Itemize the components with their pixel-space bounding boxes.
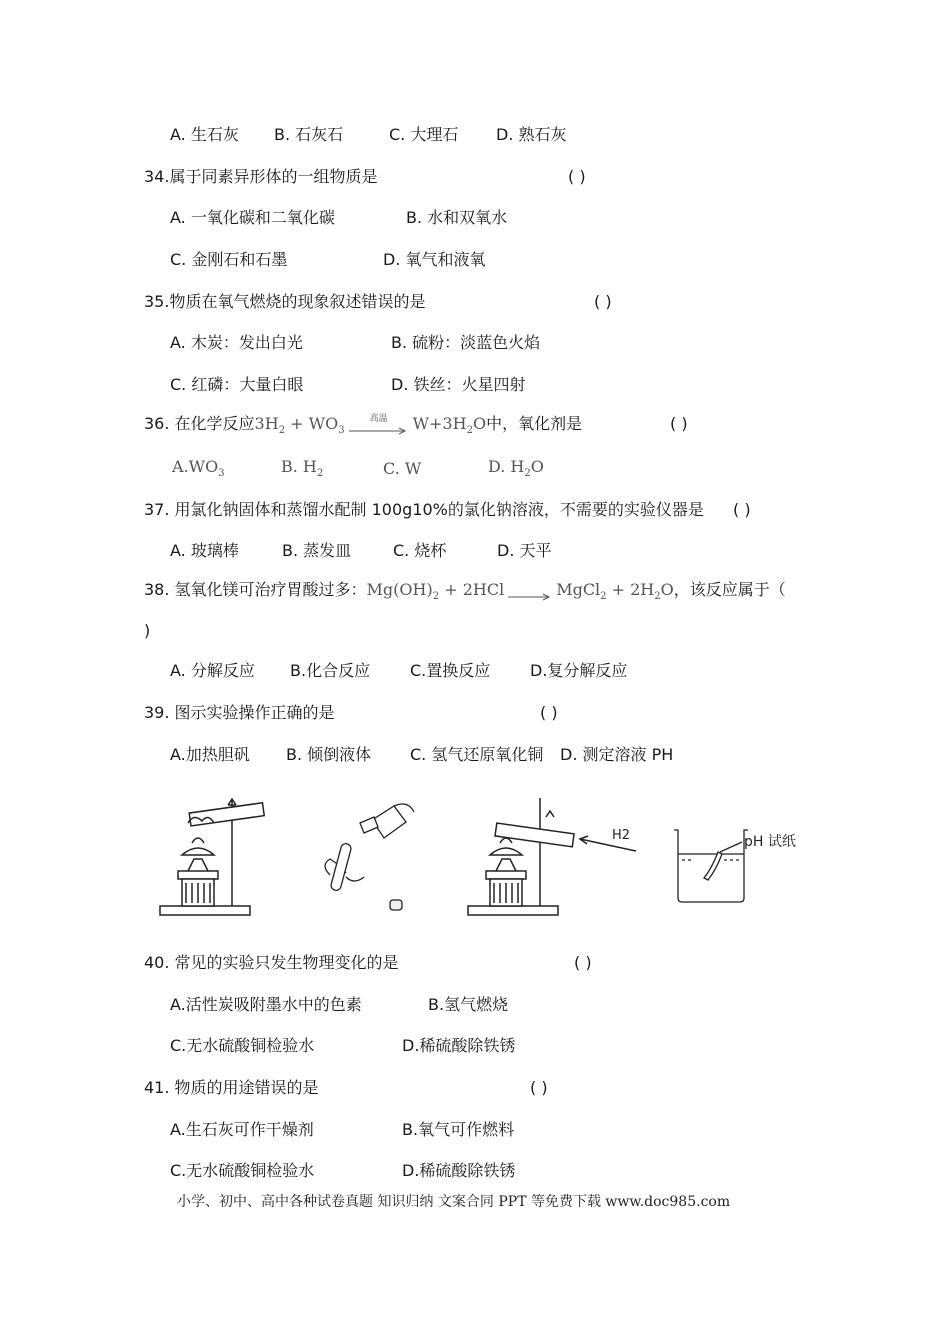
q33-option-a: A. 生石灰	[170, 125, 239, 144]
q36-answer-paren: ( )	[670, 414, 688, 433]
q39-option-c: C. 氢气还原氧化铜	[410, 745, 544, 764]
figure-ph-test	[668, 820, 808, 905]
q37-option-d: D. 天平	[497, 541, 552, 560]
q39-option-b: B. 倾倒液体	[286, 745, 372, 764]
q41-option-c: C.无水硫酸铜检验水	[170, 1161, 315, 1180]
q39-option-d: D. 测定溶液 PH	[560, 745, 674, 764]
q38-option-d: D.复分解反应	[530, 661, 628, 680]
q36-option-a: $A.WO_3$	[172, 457, 225, 480]
q36-equation: $3H_2 + WO_3$ 高温 $W+3H_2O$	[254, 413, 487, 437]
q38-option-a: A. 分解反应	[170, 661, 255, 680]
q35-option-a: A. 木炭：发出白光	[170, 333, 303, 352]
q41-option-b: B.氧气可作燃料	[402, 1120, 515, 1139]
q39-stem: 39. 图示实验操作正确的是	[144, 703, 335, 722]
q36-option-b: B. $H_2$	[281, 457, 324, 480]
q33-option-d: D. 熟石灰	[496, 125, 567, 144]
q34-option-b: B. 水和双氧水	[406, 208, 508, 227]
q35-option-b: B. 硫粉：淡蓝色火焰	[391, 333, 541, 352]
q36-option-c: C. W	[383, 459, 422, 478]
q40-option-d: D.稀硫酸除铁锈	[402, 1036, 516, 1055]
q34-answer-paren: ( )	[568, 167, 586, 186]
q36-option-d: D. $H_2O$	[488, 457, 544, 480]
q38-equation: $Mg(OH)_2 + 2HCl$ MgCl$_2$ + $2H_2O$	[366, 580, 674, 603]
q34-option-a: A. 一氧化碳和二氧化碳	[170, 208, 335, 227]
q34-option-d: D. 氧气和液氧	[383, 250, 486, 269]
q35-stem: 35.物质在氧气燃烧的现象叙述错误的是	[144, 292, 426, 311]
q40-option-a: A.活性炭吸附墨水中的色素	[170, 995, 362, 1014]
q38-stem-continuation: )	[144, 621, 151, 640]
q41-option-d: D.稀硫酸除铁锈	[402, 1161, 516, 1180]
figure-hydrogen-reduction	[466, 795, 641, 920]
q36-stem-line	[144, 413, 582, 442]
q38-stem-line	[144, 579, 786, 608]
q38-stem-suffix: ，该反应属于（	[673, 580, 786, 599]
q34-stem: 34.属于同素异形体的一组物质是	[144, 167, 378, 186]
ph-label: pH 试纸	[744, 834, 796, 850]
q36-stem-suffix: 中，氧化剂是	[486, 414, 583, 433]
q40-answer-paren: ( )	[574, 953, 592, 972]
q35-option-c: C. 红磷：大量白眼	[170, 375, 304, 394]
q40-option-c: C.无水硫酸铜检验水	[170, 1036, 315, 1055]
h2-label: H2	[612, 828, 631, 843]
q34-option-c: C. 金刚石和石墨	[170, 250, 288, 269]
q38-stem-prefix: 38. 氢氧化镁可治疗胃酸过多：	[144, 580, 367, 599]
q37-option-c: C. 烧杯	[393, 541, 447, 560]
q41-answer-paren: ( )	[530, 1078, 548, 1097]
q36-stem-prefix: 36. 在化学反应	[144, 414, 255, 433]
q33-option-c: C. 大理石	[389, 125, 459, 144]
q38-option-b: B.化合反应	[290, 661, 371, 680]
q38-option-c: C.置换反应	[410, 661, 491, 680]
q33-option-b: B. 石灰石	[274, 125, 344, 144]
q37-option-a: A. 玻璃棒	[170, 541, 239, 560]
page-footer: 小学、初中、高中各种试卷真题 知识归纳 文案合同 PPT 等免费下载 www.doc985.com	[177, 1194, 731, 1210]
q39-answer-paren: ( )	[540, 703, 558, 722]
q35-option-d: D. 铁丝：火星四射	[391, 375, 526, 394]
figure-pouring-liquid	[310, 795, 420, 920]
q41-stem: 41. 物质的用途错误的是	[144, 1078, 319, 1097]
q35-answer-paren: ( )	[594, 292, 612, 311]
figure-heating-apparatus	[158, 795, 268, 920]
q36-arrow: 高温	[349, 420, 409, 430]
q40-stem: 40. 常见的实验只发生物理变化的是	[144, 953, 399, 972]
q38-arrow	[508, 586, 552, 596]
q41-option-a: A.生石灰可作干燥剂	[170, 1120, 314, 1139]
q40-option-b: B.氢气燃烧	[428, 995, 509, 1014]
q37-option-b: B. 蒸发皿	[282, 541, 352, 560]
q37-answer-paren: ( )	[733, 500, 751, 519]
q37-stem: 37. 用氯化钠固体和蒸馏水配制 100g10%的氯化钠溶液，不需要的实验仪器是	[144, 500, 704, 519]
q39-option-a: A.加热胆矾	[170, 745, 250, 764]
